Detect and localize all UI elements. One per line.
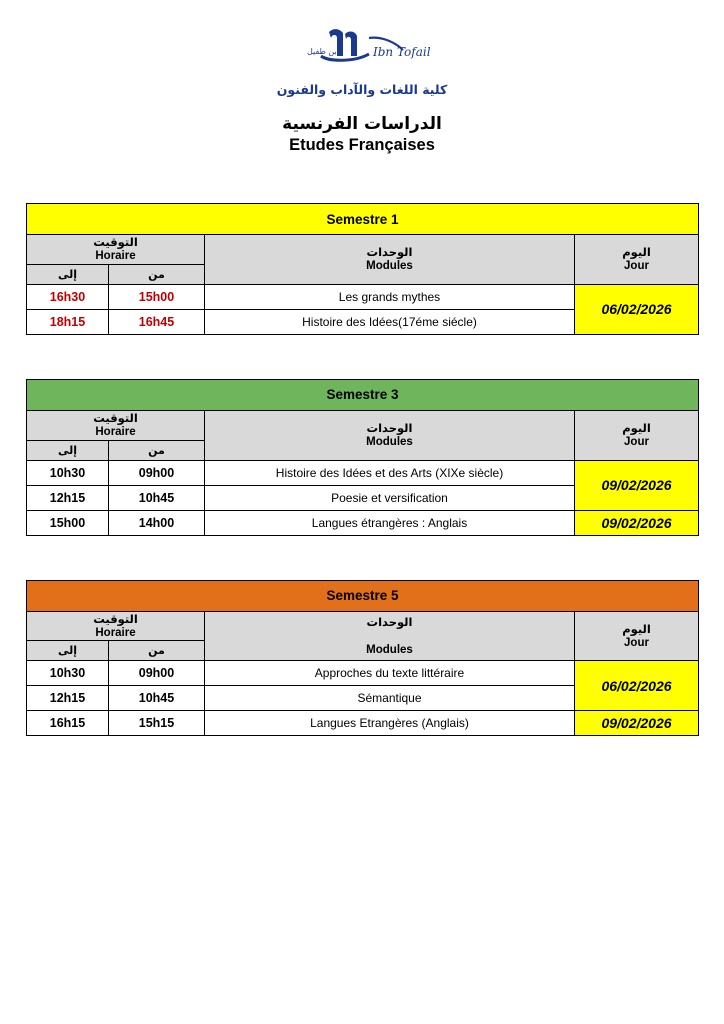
cell-time-from: 15h00 [109,284,205,309]
page-title-french: Etudes Françaises [289,136,435,154]
column-header-to: إلى [27,440,109,460]
column-header-day: اليوم Jour [575,235,699,285]
cell-date: 09/02/2026 [575,510,699,535]
column-header-from: من [109,641,205,661]
cell-time-from: 14h00 [109,510,205,535]
column-header-to: إلى [27,264,109,284]
cell-date: 06/02/2026 [575,284,699,334]
cell-time-from: 15h15 [109,711,205,736]
table-row [27,284,699,309]
cell-date: 09/02/2026 [575,711,699,736]
cell-module: Histoire des Idées(17éme siécle) [205,309,575,334]
schedule-table-semestre-1 [26,203,699,335]
cell-time-to: 16h15 [27,711,109,736]
svg-text:Ibn Tofail: Ibn Tofail [373,45,431,59]
table-row [27,510,699,535]
cell-time-from: 10h45 [109,686,205,711]
cell-module: Histoire des Idées et des Arts (XIXe siècle) [205,460,575,485]
cell-time-from: 10h45 [109,485,205,510]
cell-time-from: 09h00 [109,460,205,485]
svg-text:ابن طفيل: ابن طفيل [307,47,339,56]
cell-time-to: 15h00 [27,510,109,535]
table-row [27,661,699,686]
university-logo-icon [277,26,447,76]
cell-module: Poesie et versification [205,485,575,510]
table-row [27,460,699,485]
column-header-day: اليوم Jour [575,611,699,661]
page-title-arabic: الدراسات الفرنسية [282,114,442,134]
cell-module: Les grands mythes [205,284,575,309]
schedule-table-semestre-3 [26,379,699,536]
schedule-table-semestre-5 [26,580,699,737]
column-header-modules: الوحدات Modules [205,611,575,661]
table-row [27,711,699,736]
cell-time-to: 12h15 [27,485,109,510]
cell-time-from: 09h00 [109,661,205,686]
column-header-time: التوقيت Horaire [27,410,205,440]
column-header-time: التوقيت Horaire [27,235,205,265]
cell-time-to: 10h30 [27,661,109,686]
semester-banner: Semestre 1 [27,204,699,235]
cell-module: Approches du texte littéraire [205,661,575,686]
cell-module: Sémantique [205,686,575,711]
cell-date: 06/02/2026 [575,661,699,711]
cell-time-to: 16h30 [27,284,109,309]
faculty-name-arabic: كلية اللغات والآداب والفنون [276,82,448,97]
column-header-to: إلى [27,641,109,661]
cell-time-to: 10h30 [27,460,109,485]
cell-time-from: 16h45 [109,309,205,334]
cell-module: Langues Etrangères (Anglais) [205,711,575,736]
semester-banner: Semestre 5 [27,580,699,611]
cell-time-to: 12h15 [27,686,109,711]
column-header-from: من [109,440,205,460]
cell-date: 09/02/2026 [575,460,699,510]
column-header-modules: الوحدات Modules [205,235,575,285]
semester-banner: Semestre 3 [27,379,699,410]
logo-block [26,0,698,97]
column-header-time: التوقيت Horaire [27,611,205,641]
column-header-day: اليوم Jour [575,410,699,460]
cell-module: Langues étrangères : Anglais [205,510,575,535]
cell-time-to: 18h15 [27,309,109,334]
column-header-from: من [109,264,205,284]
column-header-modules: الوحدات Modules [205,410,575,460]
